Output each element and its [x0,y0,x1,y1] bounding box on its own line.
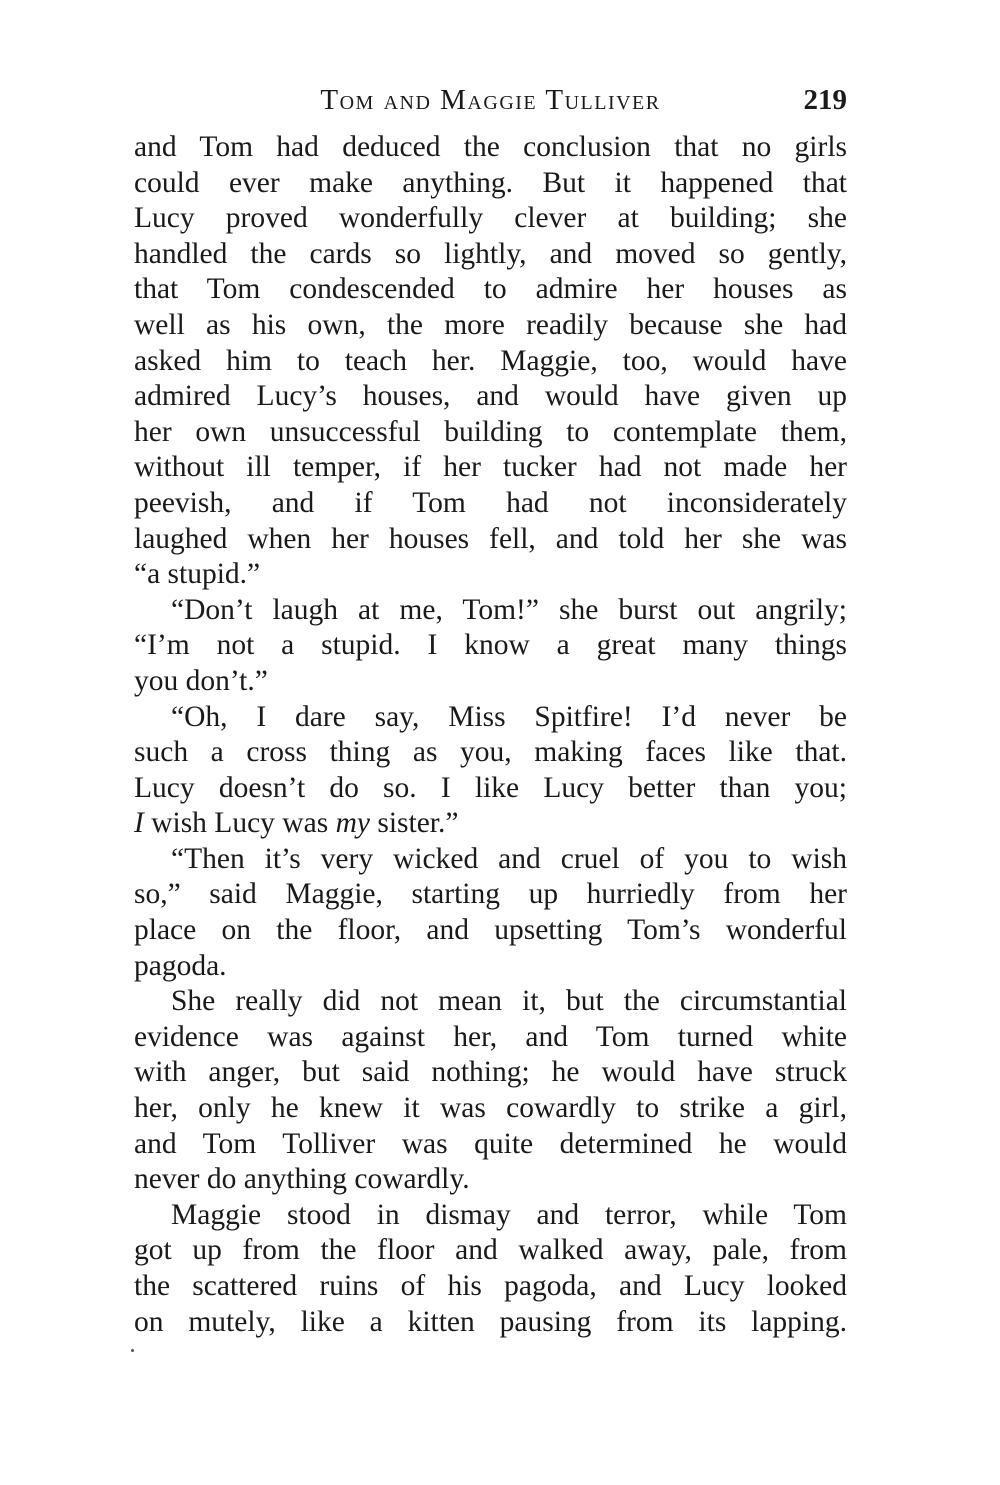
text-line: that Tom condescended to admire her houses as [134,273,847,306]
text-line: Maggie stood in dismay and terror, while Tom [171,1198,847,1231]
text-line: so,” said Maggie, starting up hurriedly from her [134,878,847,911]
text-line: and Tom had deduced the conclusion that no girls [134,131,847,163]
page-number: 219 [803,84,847,116]
text-line: Lucy doesn’t do so. I like Lucy better than you; [134,771,847,804]
italic-word: I [134,807,144,840]
text-segment: wish Lucy was [143,807,336,840]
text-line: peevish, and if Tom had not inconsiderately [134,486,847,519]
text-line: and Tom Tolliver was quite determined he would [134,1127,847,1160]
running-title: Tom and Maggie Tulliver [320,84,661,116]
text-line: on mutely, like a kitten pausing from its lapping. [134,1305,847,1338]
text-line: well as his own, the more readily because she had [134,308,847,341]
text-line: with anger, but said nothing; he would have struck [134,1056,847,1089]
text-line: the scattered ruins of his pagoda, and Lucy looked [134,1270,847,1302]
text-line: pagoda. [134,949,227,982]
text-line: Lucy proved wonderfully clever at building; she [134,202,847,235]
text-line: never do anything cowardly. [134,1163,470,1196]
text-line: you don’t.” [134,664,268,697]
text-line: admired Lucy’s houses, and would have given up [134,380,847,413]
text-line: could ever make anything. But it happened that [134,166,847,199]
text-line: laughed when her houses fell, and told her she was [134,522,847,555]
text-line: “I’m not a stupid. I know a great many things [134,629,847,662]
italic-word: my [335,807,370,840]
text-line: got up from the floor and walked away, pale, from [134,1234,847,1267]
text-line: her own unsuccessful building to contemplate them, [134,415,847,448]
text-line: “Don’t laugh at me, Tom!” she burst out angrily; [171,593,847,626]
text-line: such a cross thing as you, making faces like that. [134,736,847,769]
text-line: “Then it’s very wicked and cruel of you to wish [171,842,847,875]
text-line: asked him to teach her. Maggie, too, would have [134,344,847,377]
text-line: her, only he knew it was cowardly to strike a girl, [134,1092,847,1125]
text-line: “Oh, I dare say, Miss Spitfire! I’d never be [171,700,847,733]
text-line: She really did not mean it, but the circumstantial [171,985,847,1018]
running-header [134,80,847,120]
text-line: evidence was against her, and Tom turned white [134,1020,847,1053]
body-text [134,130,847,1340]
text-line: place on the floor, and upsetting Tom’s wonderful [134,914,847,947]
print-speck [131,1349,134,1352]
text-line [134,806,847,842]
text-line: handled the cards so lightly, and moved so gently, [134,237,847,270]
text-line: “a stupid.” [134,558,261,591]
text-segment: sister.” [369,807,459,840]
text-line: without ill temper, if her tucker had not made her [134,451,847,484]
